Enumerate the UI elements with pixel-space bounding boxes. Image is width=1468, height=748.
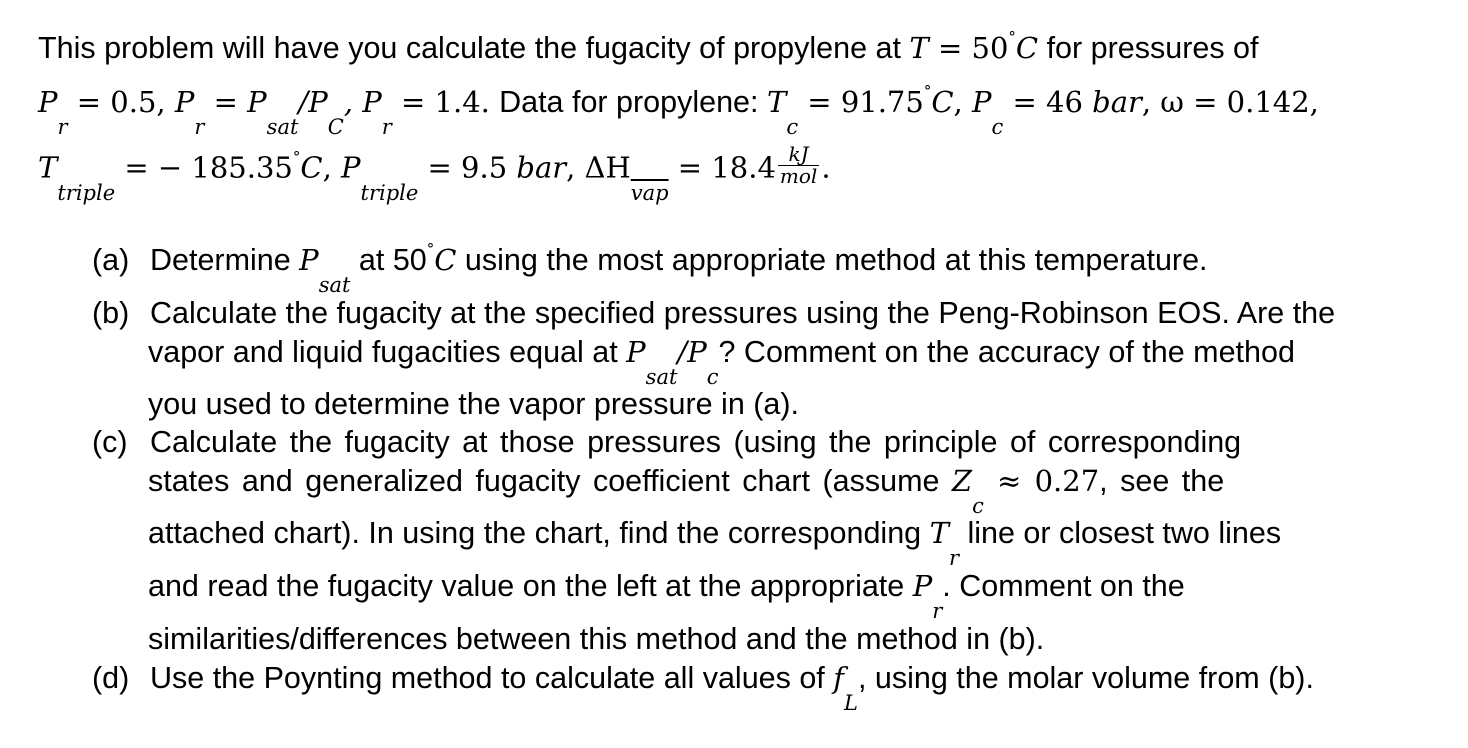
reduced-temperature-symbol: T	[929, 516, 949, 550]
part-d-text: Use the Poynting method to calculate all values of	[150, 661, 834, 695]
degree-symbol: °	[292, 147, 301, 166]
degree-symbol: °	[426, 240, 435, 258]
part-b-line-3	[148, 389, 799, 420]
celsius-unit: C	[1015, 31, 1039, 65]
fraction-denominator: mol	[779, 164, 818, 188]
part-a-label: (a)	[92, 243, 130, 277]
part-a-temperature: at 50	[350, 243, 427, 277]
degree-symbol: °	[1008, 28, 1016, 46]
reduced-pressure-value-3: = 1.4.	[391, 85, 500, 119]
enthalpy-symbol: , ΔH	[566, 150, 631, 185]
critical-temperature-value: = 91.75	[798, 85, 924, 119]
subscript-triple: triple	[360, 180, 419, 205]
period: .	[821, 150, 831, 185]
intro-tail-text: for pressures of	[1038, 31, 1259, 65]
part-d-text-end: , using the molar volume from (b).	[857, 661, 1314, 695]
bar-unit: bar	[1092, 85, 1142, 119]
comma: ,	[953, 85, 972, 119]
triple-pressure-value: = 9.5	[418, 150, 517, 185]
intro-text: This problem will have you calculate the fugacity of propylene at	[38, 31, 910, 65]
part-c-label: (c)	[92, 425, 128, 459]
intro-line-1	[38, 28, 1259, 65]
part-c-text: and read the fugacity value on the left at the appropriate	[148, 569, 913, 603]
subscript-r: r	[381, 115, 392, 139]
subscript-r: r	[932, 599, 943, 623]
part-b-text: you used to determine the vapor pressure in (a).	[148, 387, 800, 421]
saturation-pressure-symbol: P	[626, 335, 646, 369]
triple-pressure-symbol: P	[341, 150, 361, 185]
temperature-symbol: T	[909, 31, 929, 65]
intro-line-2	[38, 82, 1319, 139]
bar-unit: bar	[516, 150, 567, 185]
part-d-label: (d)	[92, 661, 130, 695]
subscript-sat: sat	[266, 115, 299, 139]
celsius-unit: C	[434, 243, 457, 277]
reduced-pressure-value-1: = 0.5,	[67, 85, 175, 119]
part-b-text: Calculate the fugacity at the specified pressures using the Peng-Robinson EOS. Are the	[150, 296, 1336, 330]
reduced-pressure-symbol: P	[912, 569, 933, 603]
critical-pressure-symbol: /P	[298, 85, 328, 119]
subscript-sat: sat	[318, 273, 351, 297]
part-b-line-1	[92, 298, 1335, 329]
part-c-line-3	[148, 516, 1282, 570]
part-a-text-end: using the most appropriate method at this temperature.	[456, 243, 1208, 277]
subscript-c: C	[327, 115, 344, 139]
part-c-text: similarities/differences between this method and the method in (b).	[148, 622, 1045, 656]
subscript-r: r	[948, 546, 959, 570]
data-label: Data for propylene:	[499, 85, 767, 119]
part-a-text: Determine	[150, 243, 300, 277]
celsius-unit: C	[931, 85, 954, 119]
subscript-c: c	[991, 115, 1004, 139]
acentric-factor: , ω = 0.142,	[1141, 85, 1319, 119]
subscript-c: c	[706, 365, 719, 389]
enthalpy-value: = 18.4	[668, 150, 776, 185]
part-b-line-2	[148, 335, 1295, 389]
compressibility-symbol: Z	[951, 464, 973, 498]
part-c-line-1	[92, 427, 1241, 458]
part-c-text: line or closest two lines	[959, 516, 1282, 550]
compressibility-value: ≈ 0.27	[983, 464, 1100, 498]
comma: ,	[343, 85, 363, 119]
triple-temperature-value: = − 185.35	[115, 150, 293, 185]
part-c-line-5	[148, 624, 1044, 655]
temperature-value: = 50	[928, 31, 1009, 65]
part-d	[92, 661, 1314, 715]
intro-line-3	[38, 142, 831, 205]
part-b-text: vapor and liquid fugacities equal at	[148, 335, 627, 369]
part-b-label: (b)	[92, 296, 130, 330]
degree-symbol: °	[923, 82, 932, 100]
critical-pressure-symbol: /P	[677, 335, 707, 369]
subscript-l: L	[844, 691, 858, 715]
reduced-pressure-expression: = P	[204, 85, 267, 119]
part-c-text: states and generalized fugacity coefficient chart (assume	[148, 464, 952, 498]
part-c-line-2	[148, 464, 1225, 518]
part-b-text: ? Comment on the accuracy of the method	[718, 335, 1295, 369]
critical-temperature-symbol: T	[766, 85, 787, 119]
kj-per-mol-fraction	[778, 144, 819, 187]
saturation-pressure-symbol: P	[299, 243, 319, 277]
part-c-text: attached chart). In using the chart, find the corresponding	[148, 516, 930, 550]
reduced-pressure-symbol: P	[38, 85, 58, 119]
reduced-pressure-symbol: P	[362, 85, 382, 119]
subscript-vap: vap	[630, 180, 669, 205]
comma: ,	[322, 150, 341, 185]
part-c-line-4	[148, 569, 1185, 623]
part-c-text: . Comment on the	[942, 569, 1185, 603]
subscript-r: r	[57, 115, 68, 139]
celsius-unit: C	[300, 150, 323, 185]
subscript-triple: triple	[57, 180, 116, 205]
critical-pressure-symbol: P	[971, 85, 992, 119]
subscript-c: c	[972, 494, 984, 518]
subscript-c: c	[786, 115, 799, 139]
triple-temperature-symbol: T	[38, 150, 58, 185]
subscript-sat: sat	[645, 365, 678, 389]
part-c-text: Calculate the fugacity at those pressures (using the principle of corresponding	[150, 425, 1242, 459]
part-c-text: , see the	[1099, 464, 1225, 498]
fraction-numerator: kJ	[778, 144, 819, 166]
reduced-pressure-symbol: P	[174, 85, 195, 119]
subscript-r: r	[194, 115, 205, 139]
fugacity-symbol: f	[833, 661, 844, 695]
part-a	[92, 240, 1208, 297]
critical-pressure-value: = 46	[1003, 85, 1093, 119]
